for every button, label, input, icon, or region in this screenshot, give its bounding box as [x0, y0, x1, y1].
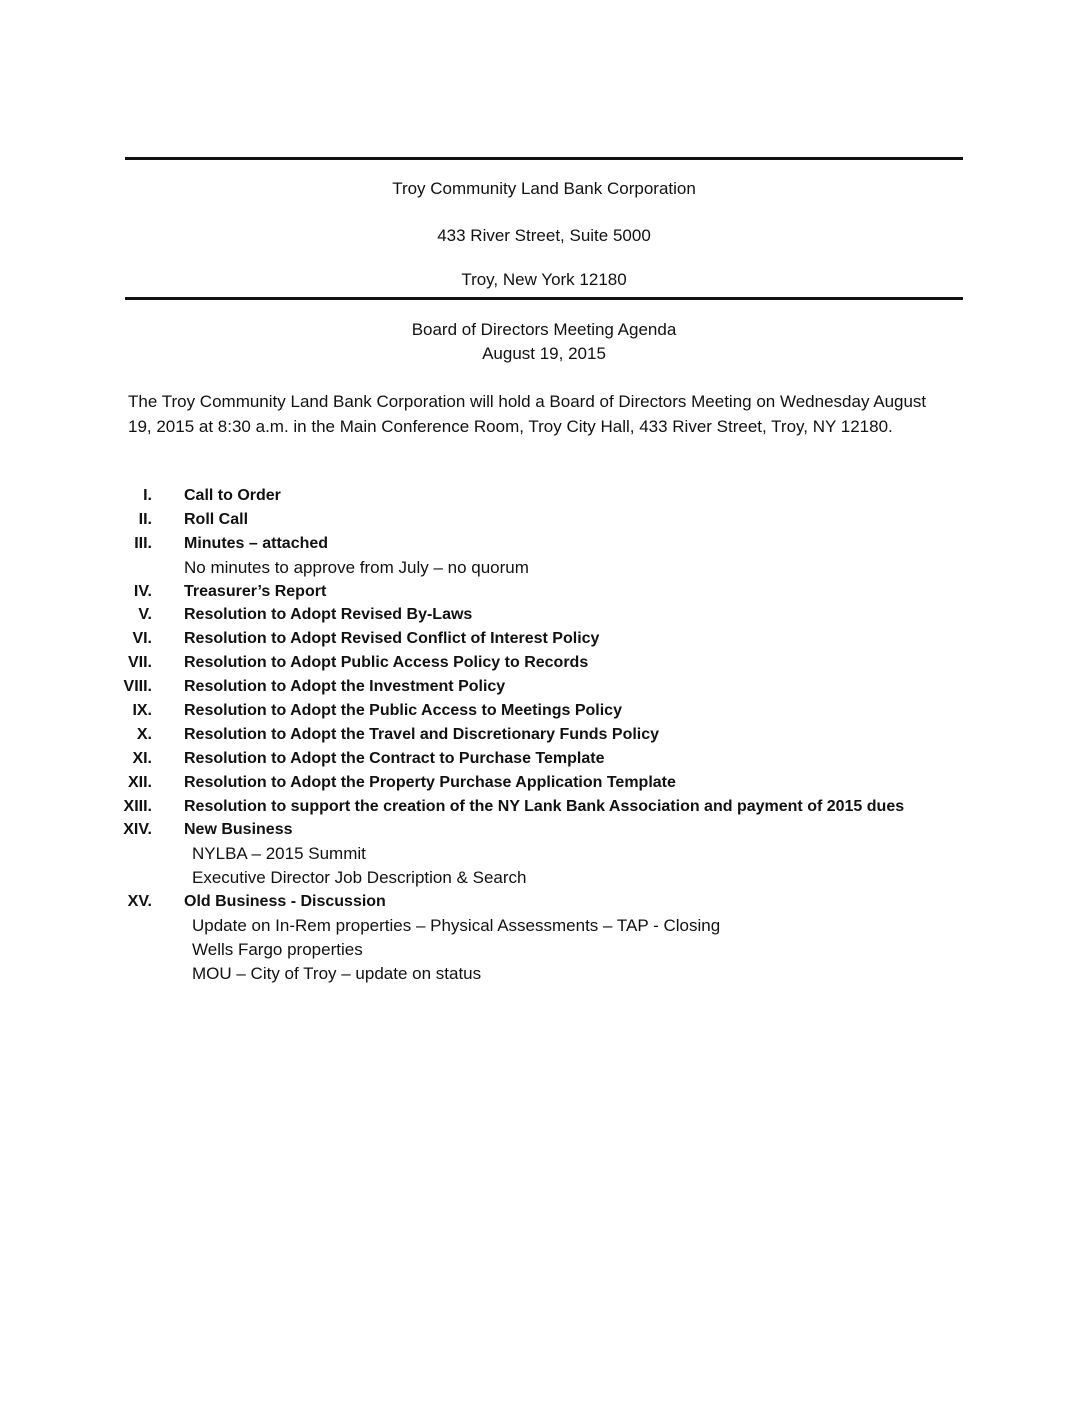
agenda-subitem [0, 962, 1088, 986]
agenda-item-number: X. [136, 725, 152, 743]
agenda-item [0, 747, 1088, 771]
agenda-subitem [0, 914, 1088, 938]
agenda-item-title: Resolution to Adopt Revised Conflict of Interest Policy [184, 630, 600, 648]
agenda-item-title: Resolution to Adopt the Public Access to Meetings Policy [184, 702, 622, 720]
agenda-item-title: Resolution to Adopt the Property Purchase Application Template [184, 773, 676, 791]
agenda-item-title: Treasurer’s Report [184, 582, 327, 600]
agenda-item-number: XIII. [123, 797, 152, 815]
meeting-date: August 19, 2015 [482, 344, 606, 363]
agenda-item-number: VIII. [123, 678, 152, 696]
meeting-title: Board of Directors Meeting Agenda [411, 320, 677, 339]
agenda-item [0, 484, 1088, 508]
address-line-2: Troy, New York 12180 [461, 270, 627, 289]
agenda-item-title: Resolution to Adopt the Contract to Purchase Template [184, 749, 605, 767]
agenda-subitem-text: NYLBA – 2015 Summit [192, 844, 366, 864]
agenda-item [0, 627, 1088, 651]
organization-name: Troy Community Land Bank Corporation [392, 179, 696, 198]
agenda-item-title: Call to Order [184, 487, 281, 504]
agenda-item-number: XI. [132, 749, 152, 767]
top-divider [125, 157, 963, 160]
agenda-item-title: New Business [184, 821, 293, 839]
agenda-item-title: Resolution to Adopt Revised By-Laws [184, 606, 473, 624]
agenda-item-title: Roll Call [184, 510, 249, 528]
agenda-item [0, 532, 1088, 556]
agenda-item-number: IX. [132, 702, 152, 720]
agenda-subitem-text: Update on In-Rem properties – Physical Assessments – TAP - Closing [192, 916, 721, 936]
agenda-item-number: I. [143, 487, 152, 504]
agenda-item [0, 603, 1088, 627]
agenda-subitem [0, 938, 1088, 962]
agenda-item-number: V. [138, 606, 152, 624]
agenda-item-number: IV. [133, 582, 152, 600]
agenda-item-number: XII. [127, 773, 152, 791]
agenda-item-title: Resolution to Adopt the Travel and Discretionary Funds Policy [184, 725, 660, 743]
agenda-item-title: Old Business - Discussion [184, 893, 386, 911]
agenda-item-number: III. [134, 534, 152, 552]
agenda-item-number: XV. [127, 893, 152, 911]
agenda-subitem [0, 556, 1088, 580]
address-line-1: 433 River Street, Suite 5000 [437, 226, 651, 245]
agenda-item [0, 508, 1088, 532]
agenda-item [0, 651, 1088, 675]
agenda-item [0, 795, 1088, 819]
agenda-subitem-text: No minutes to approve from July – no quorum [184, 557, 529, 577]
agenda-subitem-text: MOU – City of Troy – update on status [192, 963, 482, 983]
agenda-subitem-text: Executive Director Job Description & Search [192, 868, 527, 888]
agenda-item-title: Resolution to Adopt Public Access Policy to Records [184, 654, 589, 672]
agenda-item [0, 771, 1088, 795]
meeting-intro-paragraph: The Troy Community Land Bank Corporation will hold a Board of Directors Meeting on Wednesday August 19, 2015 at 8:30 a.m. in the Main Conference Room, Troy City Hall, 433 River Street, Troy, NY 12180. [128, 392, 927, 436]
agenda-item [0, 723, 1088, 747]
agenda-item [0, 699, 1088, 723]
agenda-item-title: Minutes – attached [184, 534, 329, 552]
agenda-item [0, 675, 1088, 699]
header-divider [125, 297, 963, 300]
agenda-item-number: VI. [132, 630, 152, 648]
agenda-item-number: II. [138, 510, 152, 528]
agenda-item [0, 818, 1088, 842]
agenda-list [0, 484, 1088, 986]
agenda-item [0, 580, 1088, 604]
agenda-item-title: Resolution to Adopt the Investment Policy [184, 678, 506, 696]
agenda-item [0, 890, 1088, 914]
agenda-item-number: VII. [127, 654, 152, 672]
agenda-subitem [0, 842, 1088, 866]
agenda-item-number: XIV. [123, 821, 152, 839]
agenda-subitem-text: Wells Fargo properties [192, 939, 363, 959]
agenda-item-title: Resolution to support the creation of the NY Lank Bank Association and payment of 2015 dues [184, 797, 905, 815]
agenda-subitem [0, 866, 1088, 890]
